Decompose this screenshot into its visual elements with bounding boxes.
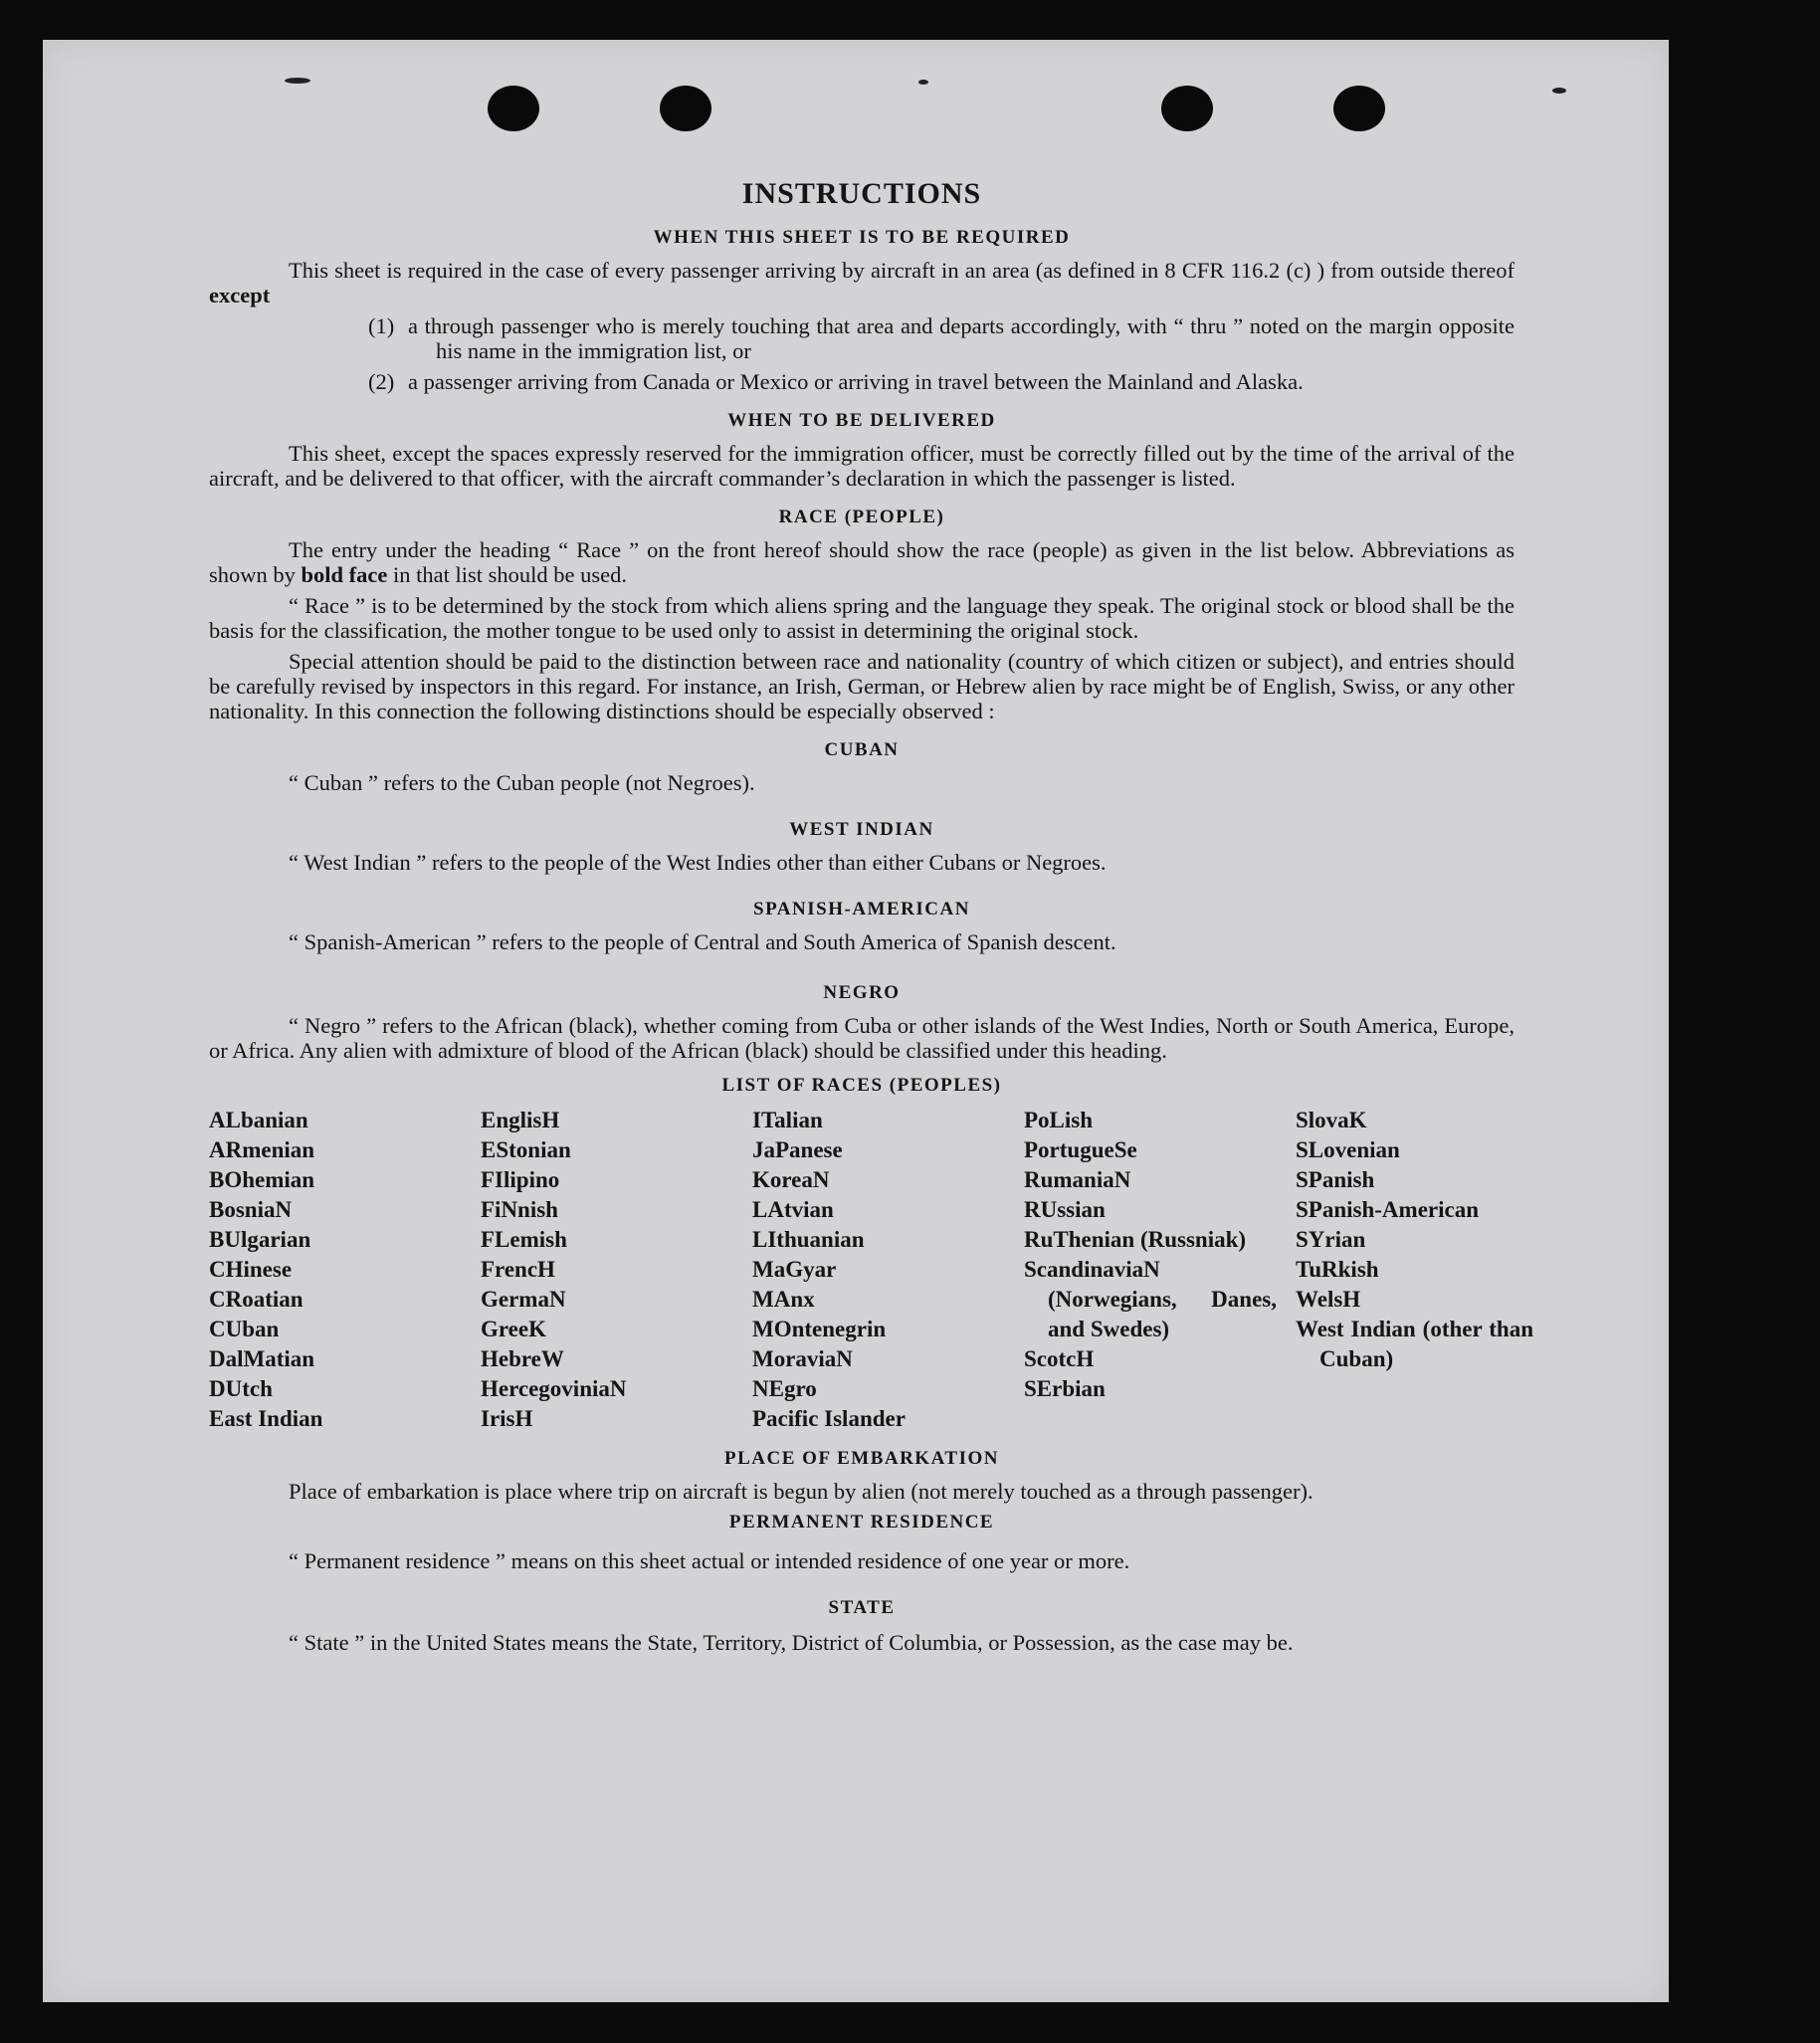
race-item: GermaN: [481, 1287, 566, 1312]
scan-speck: [918, 80, 928, 85]
race-item: BUlgarian: [209, 1227, 311, 1252]
heading-embarkation: PLACE OF EMBARKATION: [724, 1448, 999, 1469]
race-item: SPanish: [1296, 1167, 1375, 1192]
instructions-body: [209, 177, 1533, 1655]
race-item: SLovenian: [1296, 1137, 1400, 1162]
race-item: BosniaN: [209, 1197, 293, 1222]
spanish-american-text: “ Spanish-American ” refers to the people of Central and South America of Spanish descent.: [289, 929, 1116, 954]
race-paragraph-3: Special attention should be paid to the distinction between race and nationality (country of which citizen or subject), and entries should be carefully revised by inspectors in this regard. For instance, an Irish, German, or Hebrew alien by race might be of English, Swiss, or any other nationality. In this connection the following distinctions should be especially observed :: [209, 649, 1515, 723]
race-item: KoreaN: [752, 1167, 830, 1192]
race-item: RuThenian (Russniak): [1024, 1227, 1247, 1252]
race-item: EStonian: [481, 1137, 571, 1162]
heading-delivered: WHEN TO BE DELIVERED: [727, 410, 996, 431]
race-item: ITalian: [752, 1108, 823, 1132]
required-intro: This sheet is required in the case of every passenger arriving by aircraft in an area (as defined in 8 CFR 116.2 (c) ) from outside thereof except: [209, 258, 1515, 307]
heading-negro: NEGRO: [823, 982, 901, 1003]
race-item: SErbian: [1024, 1376, 1106, 1401]
races-column-4: [1024, 1106, 1296, 1434]
heading-list-of-races: LIST OF RACES (PEOPLES): [721, 1075, 1002, 1096]
race-item: HercegoviniaN: [481, 1376, 627, 1401]
punch-hole: [1161, 86, 1213, 131]
race-item: JaPanese: [752, 1137, 843, 1162]
race-item: CUban: [209, 1317, 280, 1341]
heading-permanent-residence: PERMANENT RESIDENCE: [728, 1512, 995, 1532]
race-item: SPanish-American: [1296, 1197, 1479, 1222]
negro-text: “ Negro ” refers to the African (black), whether coming from Cuba or other islands of the West Indies, North or South America, Europe, or Africa. Any alien with admixture of blood of the African (black) should be classified under this heading.: [209, 1013, 1515, 1063]
race-paragraph-2: “ Race ” is to be determined by the stock from which aliens spring and the language they speak. The original stock or blood shall be the basis for the classification, the mother tongue to be used only to assist in determining the original stock.: [209, 593, 1515, 643]
scan-speck: [1552, 88, 1566, 94]
scan-speck: [285, 78, 310, 84]
race-item: FiNnish: [481, 1197, 558, 1222]
page-title: INSTRUCTIONS: [741, 177, 982, 210]
heading-required: WHEN THIS SHEET IS TO BE REQUIRED: [653, 227, 1071, 248]
races-column-5: [1296, 1106, 1533, 1434]
race-item: MaGyar: [752, 1257, 837, 1282]
race-item: WelsH: [1296, 1287, 1361, 1312]
races-column-2: [481, 1106, 752, 1434]
race-item: DUtch: [209, 1376, 273, 1401]
race-item: RUssian: [1024, 1197, 1106, 1222]
race-item: TuRkish: [1296, 1257, 1379, 1282]
race-item: ScandinaviaN (Norwegians, Danes, and Swedes): [1024, 1257, 1277, 1341]
race-item: HebreW: [481, 1346, 564, 1371]
race-item: CRoatian: [209, 1287, 303, 1312]
race-item: MAnx: [752, 1287, 815, 1312]
race-item: MOntenegrin: [752, 1317, 887, 1341]
race-item: ALbanian: [209, 1108, 308, 1132]
race-item: CHinese: [209, 1257, 293, 1282]
heading-cuban: CUBAN: [824, 739, 900, 760]
race-item: RumaniaN: [1024, 1167, 1131, 1192]
race-item: DalMatian: [209, 1346, 315, 1371]
residence-text: “ Permanent residence ” means on this sheet actual or intended residence of one year or more.: [289, 1548, 1130, 1573]
race-item: Pacific Islander: [752, 1406, 906, 1431]
race-item: NEgro: [752, 1376, 817, 1401]
embarkation-text: Place of embarkation is place where trip on aircraft is begun by alien (not merely touched as a through passenger).: [289, 1479, 1314, 1504]
race-item: LAtvian: [752, 1197, 834, 1222]
exception-item-2: (2) a passenger arriving from Canada or Mexico or arriving in travel between the Mainland and Alaska.: [368, 369, 1304, 394]
race-item: IrisH: [481, 1406, 533, 1431]
race-item: ARmenian: [209, 1137, 315, 1162]
heading-race: RACE (PEOPLE): [778, 507, 945, 527]
race-item: LIthuanian: [752, 1227, 865, 1252]
race-item: SYrian: [1296, 1227, 1366, 1252]
race-paragraph-1: The entry under the heading “ Race ” on the front hereof should show the race (people) as given in the list below. Abbreviations as shown by bold face in that list should be used.: [209, 537, 1515, 587]
race-item: PortugueSe: [1024, 1137, 1137, 1162]
race-item: West Indian (other than Cuban): [1296, 1317, 1533, 1371]
heading-west-indian: WEST INDIAN: [789, 819, 934, 840]
race-item: BOhemian: [209, 1167, 315, 1192]
document-page: [43, 40, 1669, 2002]
race-item: FIlipino: [481, 1167, 560, 1192]
race-item: MoraviaN: [752, 1346, 853, 1371]
races-list: [209, 1106, 1533, 1434]
punch-hole: [488, 86, 539, 131]
delivered-text: This sheet, except the spaces expressly reserved for the immigration officer, must be correctly filled out by the time of the arrival of the aircraft, and be delivered to that officer, with the aircraft commander’s declaration in which the passenger is listed.: [209, 441, 1515, 491]
race-item: ScotcH: [1024, 1346, 1095, 1371]
heading-spanish-american: SPANISH-AMERICAN: [753, 899, 970, 919]
races-column-1: [209, 1106, 481, 1434]
heading-state: STATE: [828, 1597, 896, 1618]
races-column-3: [752, 1106, 1024, 1434]
race-item: East Indian: [209, 1406, 323, 1431]
race-item: FLemish: [481, 1227, 567, 1252]
cuban-text: “ Cuban ” refers to the Cuban people (not Negroes).: [289, 770, 755, 795]
punch-hole: [660, 86, 711, 131]
race-item: GreeK: [481, 1317, 546, 1341]
race-item: SlovaK: [1296, 1108, 1367, 1132]
race-item: FrencH: [481, 1257, 555, 1282]
punch-hole: [1333, 86, 1385, 131]
west-indian-text: “ West Indian ” refers to the people of the West Indies other than either Cubans or Negroes.: [289, 850, 1107, 875]
race-item: PoLish: [1024, 1108, 1094, 1132]
exception-item-1: (1) a through passenger who is merely touching that area and departs accordingly, with “ thru ” noted on the margin opposite his name in the immigration list, or: [368, 313, 1515, 363]
state-text: “ State ” in the United States means the State, Territory, District of Columbia, or Possession, as the case may be.: [289, 1630, 1294, 1655]
race-item: EnglisH: [481, 1108, 560, 1132]
